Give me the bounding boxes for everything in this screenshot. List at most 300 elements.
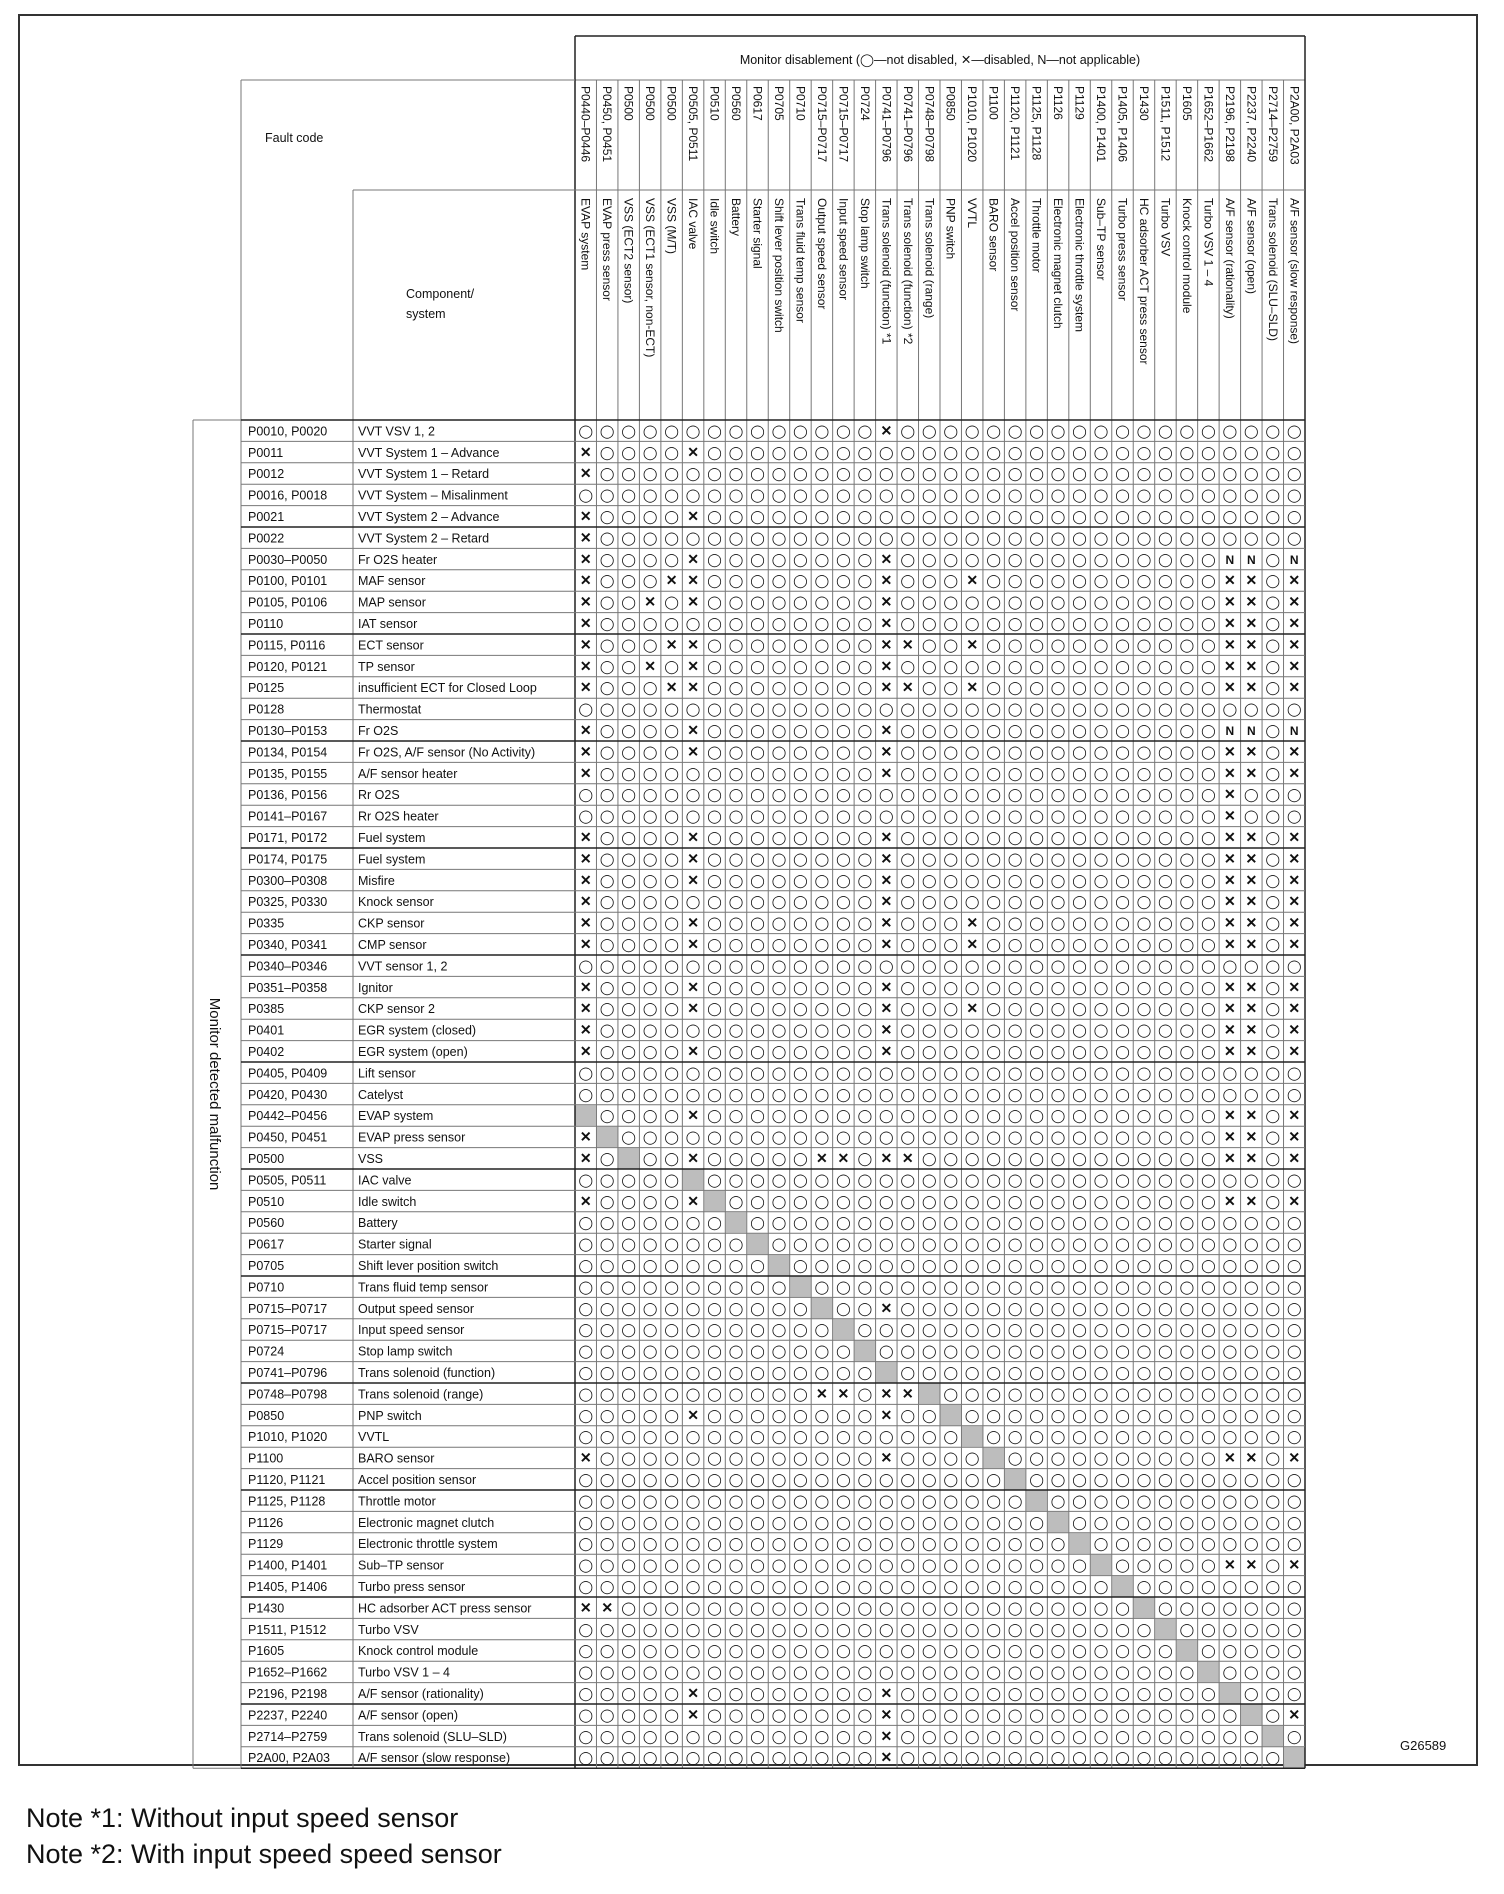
mark-not-disabled: ◯ <box>1050 1258 1066 1274</box>
mark-not-disabled: ◯ <box>964 1193 980 1209</box>
mark-not-disabled: ◯ <box>1115 423 1130 439</box>
mark-not-disabled: ◯ <box>1050 1493 1066 1509</box>
mark-not-disabled: ◯ <box>685 423 701 439</box>
mark-not-disabled: ◯ <box>943 1707 959 1723</box>
mark-not-disabled: ◯ <box>1093 466 1109 482</box>
mark-not-disabled: ◯ <box>1115 744 1130 760</box>
mark-not-applicable: N <box>1289 724 1299 739</box>
mark-not-disabled: ◯ <box>664 1215 679 1231</box>
mark-not-disabled: ◯ <box>1093 851 1109 867</box>
mark-not-disabled: ◯ <box>1222 423 1238 439</box>
mark-not-disabled: ◯ <box>1050 680 1066 696</box>
mark-disabled: ✕ <box>687 829 699 846</box>
mark-not-disabled: ◯ <box>1136 1621 1152 1637</box>
mark-not-disabled: ◯ <box>814 872 830 888</box>
mark-not-disabled: ◯ <box>685 1065 701 1081</box>
mark-not-disabled: ◯ <box>707 616 722 632</box>
mark-not-disabled: ◯ <box>793 1600 808 1616</box>
mark-not-disabled: ◯ <box>921 1151 937 1167</box>
mark-not-disabled: ◯ <box>943 423 959 439</box>
mark-not-disabled: ◯ <box>1093 701 1109 717</box>
mark-not-disabled: ◯ <box>879 1579 894 1595</box>
mark-not-disabled: ◯ <box>771 1686 787 1702</box>
mark-not-disabled: ◯ <box>986 551 1001 567</box>
mark-not-disabled: ◯ <box>1007 1343 1023 1359</box>
mark-not-disabled: ◯ <box>1222 1065 1238 1081</box>
mark-not-disabled: ◯ <box>943 444 959 460</box>
mark-not-disabled: ◯ <box>750 1086 765 1102</box>
mark-not-disabled: ◯ <box>1179 1065 1195 1081</box>
mark-not-disabled: ◯ <box>921 872 937 888</box>
mark-not-disabled: ◯ <box>1007 1151 1023 1167</box>
mark-not-disabled: ◯ <box>1136 1279 1152 1295</box>
mark-not-disabled: ◯ <box>728 1001 744 1017</box>
mark-not-disabled: ◯ <box>1265 1172 1281 1188</box>
mark-not-disabled: ◯ <box>1072 979 1087 995</box>
row-component: EGR system (open) <box>358 1045 468 1060</box>
mark-disabled: ✕ <box>687 636 699 653</box>
diagonal-shade <box>683 1170 703 1190</box>
mark-not-disabled: ◯ <box>1115 1686 1130 1702</box>
mark-not-disabled: ◯ <box>750 787 765 803</box>
row-fault-code: P0136, P0156 <box>248 788 328 803</box>
mark-not-disabled: ◯ <box>814 1365 830 1381</box>
mark-not-disabled: ◯ <box>986 680 1001 696</box>
row-component: Rr O2S heater <box>358 809 439 824</box>
mark-not-disabled: ◯ <box>1029 1536 1044 1552</box>
mark-not-disabled: ◯ <box>750 915 765 931</box>
mark-not-disabled: ◯ <box>943 1750 959 1766</box>
mark-not-disabled: ◯ <box>1179 1365 1195 1381</box>
mark-not-disabled: ◯ <box>707 1686 722 1702</box>
mark-not-disabled: ◯ <box>1158 1279 1173 1295</box>
mark-not-disabled: ◯ <box>707 1386 722 1402</box>
mark-not-disabled: ◯ <box>664 1450 679 1466</box>
mark-not-disabled: ◯ <box>1158 765 1173 781</box>
mark-not-disabled: ◯ <box>857 594 873 610</box>
mark-not-disabled: ◯ <box>1050 1664 1066 1680</box>
mark-not-disabled: ◯ <box>1179 1322 1195 1338</box>
mark-not-disabled: ◯ <box>793 808 808 824</box>
mark-not-disabled: ◯ <box>1072 487 1087 503</box>
mark-not-disabled: ◯ <box>664 1429 679 1445</box>
mark-not-disabled: ◯ <box>599 1044 615 1060</box>
mark-disabled: ✕ <box>880 850 893 867</box>
mark-not-disabled: ◯ <box>1007 787 1023 803</box>
mark-disabled: ✕ <box>1223 807 1236 824</box>
mark-not-disabled: ◯ <box>964 1643 980 1659</box>
mark-not-disabled: ◯ <box>1265 573 1281 589</box>
mark-not-disabled: ◯ <box>921 723 937 739</box>
mark-not-disabled: ◯ <box>1158 658 1173 674</box>
mark-not-disabled: ◯ <box>879 1129 894 1145</box>
mark-not-disabled: ◯ <box>750 744 765 760</box>
mark-disabled: ✕ <box>880 743 893 760</box>
mark-not-disabled: ◯ <box>879 1664 894 1680</box>
mark-not-disabled: ◯ <box>642 1279 658 1295</box>
mark-not-disabled: ◯ <box>685 1429 701 1445</box>
mark-not-disabled: ◯ <box>1029 1215 1044 1231</box>
mark-not-disabled: ◯ <box>921 958 937 974</box>
mark-disabled: ✕ <box>579 871 592 888</box>
note-1: Note *1: Without input speed sensor <box>26 1803 459 1833</box>
mark-not-disabled: ◯ <box>793 1151 808 1167</box>
mark-not-disabled: ◯ <box>1244 701 1259 717</box>
mark-disabled: ✕ <box>880 1685 893 1702</box>
mark-not-disabled: ◯ <box>728 1728 744 1744</box>
mark-not-disabled: ◯ <box>771 937 787 953</box>
mark-not-disabled: ◯ <box>814 658 830 674</box>
mark-not-disabled: ◯ <box>964 830 980 846</box>
mark-not-disabled: ◯ <box>857 1300 873 1316</box>
row-fault-code: P0402 <box>248 1045 285 1060</box>
mark-not-disabled: ◯ <box>621 1086 636 1102</box>
mark-not-disabled: ◯ <box>1136 723 1152 739</box>
mark-not-disabled: ◯ <box>771 1621 787 1637</box>
mark-not-disabled: ◯ <box>921 1472 937 1488</box>
mark-not-disabled: ◯ <box>1050 1557 1066 1573</box>
mark-disabled: ✕ <box>601 1599 614 1616</box>
column-name: Starter signal <box>750 198 765 269</box>
mark-not-disabled: ◯ <box>1050 744 1066 760</box>
mark-not-disabled: ◯ <box>1072 1279 1087 1295</box>
mark-not-disabled: ◯ <box>857 1493 873 1509</box>
mark-not-disabled: ◯ <box>986 851 1001 867</box>
mark-not-disabled: ◯ <box>771 1279 787 1295</box>
mark-not-disabled: ◯ <box>857 466 873 482</box>
mark-not-disabled: ◯ <box>1050 1750 1066 1766</box>
mark-not-disabled: ◯ <box>1136 423 1152 439</box>
mark-not-disabled: ◯ <box>771 1001 787 1017</box>
mark-not-disabled: ◯ <box>621 1579 636 1595</box>
column-code: P0741–P0796 <box>879 86 894 163</box>
diagonal-shade <box>1155 1619 1175 1639</box>
mark-disabled: ✕ <box>880 829 893 846</box>
mark-not-disabled: ◯ <box>1029 658 1044 674</box>
mark-not-disabled: ◯ <box>1007 573 1023 589</box>
mark-not-disabled: ◯ <box>1201 1300 1216 1316</box>
mark-not-disabled: ◯ <box>1136 1514 1152 1530</box>
mark-not-disabled: ◯ <box>728 466 744 482</box>
mark-not-disabled: ◯ <box>1115 466 1130 482</box>
mark-not-disabled: ◯ <box>750 573 765 589</box>
mark-not-disabled: ◯ <box>1201 573 1216 589</box>
row-fault-code: P0741–P0796 <box>248 1366 328 1381</box>
mark-not-disabled: ◯ <box>836 1279 851 1295</box>
mark-not-disabled: ◯ <box>1072 637 1087 653</box>
mark-not-disabled: ◯ <box>986 423 1001 439</box>
mark-not-disabled: ◯ <box>793 551 808 567</box>
mark-not-disabled: ◯ <box>1093 487 1109 503</box>
column-code: P0440–P0446 <box>578 86 593 163</box>
mark-not-disabled: ◯ <box>1072 872 1087 888</box>
mark-not-disabled: ◯ <box>921 573 937 589</box>
mark-disabled: ✕ <box>816 1150 828 1167</box>
mark-not-disabled: ◯ <box>707 701 722 717</box>
mark-not-disabled: ◯ <box>1158 979 1173 995</box>
mark-not-disabled: ◯ <box>750 765 765 781</box>
mark-not-disabled: ◯ <box>986 1707 1001 1723</box>
mark-not-disabled: ◯ <box>986 1579 1001 1595</box>
mark-not-disabled: ◯ <box>685 1621 701 1637</box>
mark-not-disabled: ◯ <box>1244 1493 1259 1509</box>
mark-not-disabled: ◯ <box>943 466 959 482</box>
row-fault-code: P0030–P0050 <box>248 552 328 567</box>
row-component: Battery <box>358 1216 398 1231</box>
mark-not-disabled: ◯ <box>793 830 808 846</box>
mark-not-disabled: ◯ <box>1201 1343 1216 1359</box>
mark-disabled: ✕ <box>1245 1021 1258 1038</box>
mark-not-disabled: ◯ <box>1072 616 1087 632</box>
mark-not-disabled: ◯ <box>1115 787 1130 803</box>
mark-not-disabled: ◯ <box>599 466 615 482</box>
mark-not-disabled: ◯ <box>964 1129 980 1145</box>
mark-not-disabled: ◯ <box>986 894 1001 910</box>
mark-not-disabled: ◯ <box>836 1750 851 1766</box>
mark-not-disabled: ◯ <box>1029 958 1044 974</box>
mark-not-disabled: ◯ <box>621 594 636 610</box>
mark-not-disabled: ◯ <box>664 1621 679 1637</box>
mark-not-disabled: ◯ <box>707 1215 722 1231</box>
mark-not-disabled: ◯ <box>857 701 873 717</box>
mark-not-disabled: ◯ <box>685 1514 701 1530</box>
mark-not-disabled: ◯ <box>964 808 980 824</box>
mark-not-disabled: ◯ <box>621 573 636 589</box>
mark-not-disabled: ◯ <box>1050 444 1066 460</box>
mark-not-disabled: ◯ <box>836 1728 851 1744</box>
mark-not-disabled: ◯ <box>1136 937 1152 953</box>
mark-not-disabled: ◯ <box>621 680 636 696</box>
mark-not-disabled: ◯ <box>1201 808 1216 824</box>
mark-not-disabled: ◯ <box>943 915 959 931</box>
mark-disabled: ✕ <box>687 914 699 931</box>
mark-not-disabled: ◯ <box>1050 1044 1066 1060</box>
mark-not-disabled: ◯ <box>642 573 658 589</box>
mark-not-disabled: ◯ <box>814 1707 830 1723</box>
mark-not-disabled: ◯ <box>964 1151 980 1167</box>
mark-not-disabled: ◯ <box>921 1600 937 1616</box>
diagonal-shade <box>919 1384 939 1404</box>
mark-not-disabled: ◯ <box>1244 1750 1259 1766</box>
mark-not-disabled: ◯ <box>621 1429 636 1445</box>
mark-not-disabled: ◯ <box>621 637 636 653</box>
mark-not-disabled: ◯ <box>1286 1429 1302 1445</box>
mark-not-disabled: ◯ <box>814 744 830 760</box>
mark-not-disabled: ◯ <box>1029 1600 1044 1616</box>
mark-disabled: ✕ <box>687 1685 699 1702</box>
row-component: Knock sensor <box>358 895 434 910</box>
mark-not-disabled: ◯ <box>1244 1065 1259 1081</box>
mark-disabled: ✕ <box>687 679 699 696</box>
mark-disabled: ✕ <box>880 593 893 610</box>
mark-not-disabled: ◯ <box>1179 723 1195 739</box>
mark-not-disabled: ◯ <box>900 1664 916 1680</box>
diagonal-shade <box>876 1362 896 1382</box>
mark-not-disabled: ◯ <box>986 1750 1001 1766</box>
mark-not-disabled: ◯ <box>642 1386 658 1402</box>
row-component: Trans solenoid (SLU–SLD) <box>358 1729 507 1744</box>
mark-not-disabled: ◯ <box>771 1643 787 1659</box>
mark-not-disabled: ◯ <box>1115 1429 1130 1445</box>
mark-not-disabled: ◯ <box>621 1215 636 1231</box>
mark-not-disabled: ◯ <box>921 1579 937 1595</box>
mark-not-disabled: ◯ <box>1158 1215 1173 1231</box>
mark-not-disabled: ◯ <box>814 1600 830 1616</box>
mark-not-disabled: ◯ <box>1179 1707 1195 1723</box>
mark-not-disabled: ◯ <box>1029 1407 1044 1423</box>
mark-not-disabled: ◯ <box>664 723 679 739</box>
mark-not-disabled: ◯ <box>1179 1022 1195 1038</box>
mark-not-disabled: ◯ <box>1050 1193 1066 1209</box>
mark-not-disabled: ◯ <box>964 1472 980 1488</box>
mark-not-disabled: ◯ <box>1072 1258 1087 1274</box>
mark-not-disabled: ◯ <box>642 1557 658 1573</box>
mark-not-disabled: ◯ <box>814 1514 830 1530</box>
mark-not-disabled: ◯ <box>986 701 1001 717</box>
mark-not-disabled: ◯ <box>1201 1450 1216 1466</box>
mark-not-disabled: ◯ <box>1115 1001 1130 1017</box>
diagonal-shade <box>1112 1576 1132 1596</box>
mark-not-disabled: ◯ <box>621 1279 636 1295</box>
mark-disabled: ✕ <box>901 636 914 653</box>
mark-not-disabled: ◯ <box>793 1193 808 1209</box>
column-code: P0505, P0511 <box>686 86 701 162</box>
mark-not-disabled: ◯ <box>707 1022 722 1038</box>
mark-not-disabled: ◯ <box>1115 1279 1130 1295</box>
mark-not-disabled: ◯ <box>642 1022 658 1038</box>
mark-not-disabled: ◯ <box>1115 1707 1130 1723</box>
mark-not-disabled: ◯ <box>1115 658 1130 674</box>
mark-not-disabled: ◯ <box>621 1044 636 1060</box>
mark-not-disabled: ◯ <box>707 1001 722 1017</box>
mark-not-disabled: ◯ <box>1201 723 1216 739</box>
mark-not-disabled: ◯ <box>707 787 722 803</box>
mark-not-disabled: ◯ <box>986 958 1001 974</box>
mark-not-disabled: ◯ <box>599 1215 615 1231</box>
mark-not-disabled: ◯ <box>685 1300 701 1316</box>
mark-not-disabled: ◯ <box>1265 1129 1281 1145</box>
mark-not-disabled: ◯ <box>771 872 787 888</box>
mark-not-disabled: ◯ <box>1265 551 1281 567</box>
mark-not-disabled: ◯ <box>943 1129 959 1145</box>
mark-not-disabled: ◯ <box>1286 1365 1302 1381</box>
mark-not-disabled: ◯ <box>879 466 894 482</box>
mark-not-disabled: ◯ <box>1286 1236 1302 1252</box>
row-fault-code: P1120, P1121 <box>248 1473 326 1488</box>
mark-not-disabled: ◯ <box>685 1643 701 1659</box>
mark-not-disabled: ◯ <box>621 466 636 482</box>
column-code: P0715–P0717 <box>814 86 829 163</box>
mark-not-disabled: ◯ <box>1201 637 1216 653</box>
mark-not-disabled: ◯ <box>1201 444 1216 460</box>
diagonal-shade <box>855 1341 875 1361</box>
mark-not-disabled: ◯ <box>921 787 937 803</box>
mark-not-disabled: ◯ <box>728 1022 744 1038</box>
mark-not-disabled: ◯ <box>728 637 744 653</box>
mark-not-disabled: ◯ <box>578 787 594 803</box>
mark-not-disabled: ◯ <box>685 1236 701 1252</box>
mark-not-disabled: ◯ <box>599 1151 615 1167</box>
mark-not-disabled: ◯ <box>621 701 636 717</box>
mark-not-disabled: ◯ <box>707 573 722 589</box>
mark-not-disabled: ◯ <box>1093 1664 1109 1680</box>
column-name: Stop lamp switch <box>857 198 872 289</box>
mark-not-disabled: ◯ <box>664 1493 679 1509</box>
mark-not-disabled: ◯ <box>664 1664 679 1680</box>
mark-not-disabled: ◯ <box>857 1600 873 1616</box>
column-code: P0450, P0451 <box>600 86 615 163</box>
mark-not-disabled: ◯ <box>1093 1707 1109 1723</box>
mark-not-disabled: ◯ <box>857 444 873 460</box>
mark-not-disabled: ◯ <box>1115 1108 1130 1124</box>
mark-not-disabled: ◯ <box>1286 1600 1302 1616</box>
mark-not-disabled: ◯ <box>750 1001 765 1017</box>
mark-not-disabled: ◯ <box>1072 1664 1087 1680</box>
mark-not-disabled: ◯ <box>814 1108 830 1124</box>
mark-not-disabled: ◯ <box>1115 1172 1130 1188</box>
mark-not-disabled: ◯ <box>1201 1215 1216 1231</box>
mark-not-disabled: ◯ <box>943 1664 959 1680</box>
mark-disabled: ✕ <box>1288 871 1301 888</box>
row-fault-code: P1430 <box>248 1601 285 1616</box>
mark-not-disabled: ◯ <box>1115 573 1130 589</box>
mark-not-disabled: ◯ <box>879 509 894 525</box>
diagonal-shade <box>941 1405 961 1425</box>
mark-disabled: ✕ <box>579 465 592 482</box>
mark-not-disabled: ◯ <box>1072 1728 1087 1744</box>
mark-not-disabled: ◯ <box>1115 1621 1130 1637</box>
mark-not-disabled: ◯ <box>664 1086 679 1102</box>
mark-not-disabled: ◯ <box>771 466 787 482</box>
mark-not-disabled: ◯ <box>1158 1514 1173 1530</box>
mark-not-disabled: ◯ <box>642 1236 658 1252</box>
mark-not-disabled: ◯ <box>836 851 851 867</box>
mark-not-disabled: ◯ <box>1072 466 1087 482</box>
mark-not-disabled: ◯ <box>621 915 636 931</box>
mark-not-disabled: ◯ <box>1029 787 1044 803</box>
mark-not-disabled: ◯ <box>707 1322 722 1338</box>
mark-not-disabled: ◯ <box>1029 1279 1044 1295</box>
mark-not-disabled: ◯ <box>921 1129 937 1145</box>
mark-not-disabled: ◯ <box>1115 830 1130 846</box>
mark-not-disabled: ◯ <box>943 1643 959 1659</box>
row-component: Misfire <box>358 873 395 888</box>
mark-not-disabled: ◯ <box>685 1365 701 1381</box>
mark-not-disabled: ◯ <box>1158 594 1173 610</box>
mark-not-disabled: ◯ <box>857 658 873 674</box>
mark-not-disabled: ◯ <box>599 1193 615 1209</box>
mark-not-disabled: ◯ <box>1244 1386 1259 1402</box>
mark-not-disabled: ◯ <box>750 937 765 953</box>
mark-not-disabled: ◯ <box>771 1557 787 1573</box>
mark-not-disabled: ◯ <box>728 1429 744 1445</box>
mark-not-disabled: ◯ <box>771 1343 787 1359</box>
mark-not-disabled: ◯ <box>814 701 830 717</box>
mark-not-disabled: ◯ <box>750 872 765 888</box>
mark-not-disabled: ◯ <box>1179 1579 1195 1595</box>
mark-not-disabled: ◯ <box>879 958 894 974</box>
mark-not-disabled: ◯ <box>1136 1086 1152 1102</box>
mark-not-disabled: ◯ <box>599 680 615 696</box>
mark-not-disabled: ◯ <box>1222 1086 1238 1102</box>
mark-not-disabled: ◯ <box>707 1300 722 1316</box>
mark-not-disabled: ◯ <box>793 573 808 589</box>
mark-not-disabled: ◯ <box>750 1472 765 1488</box>
mark-not-disabled: ◯ <box>1265 1686 1281 1702</box>
mark-not-disabled: ◯ <box>900 1343 916 1359</box>
mark-disabled: ✕ <box>880 1749 893 1766</box>
column-name: A/F sensor (slow response) <box>1287 198 1302 345</box>
